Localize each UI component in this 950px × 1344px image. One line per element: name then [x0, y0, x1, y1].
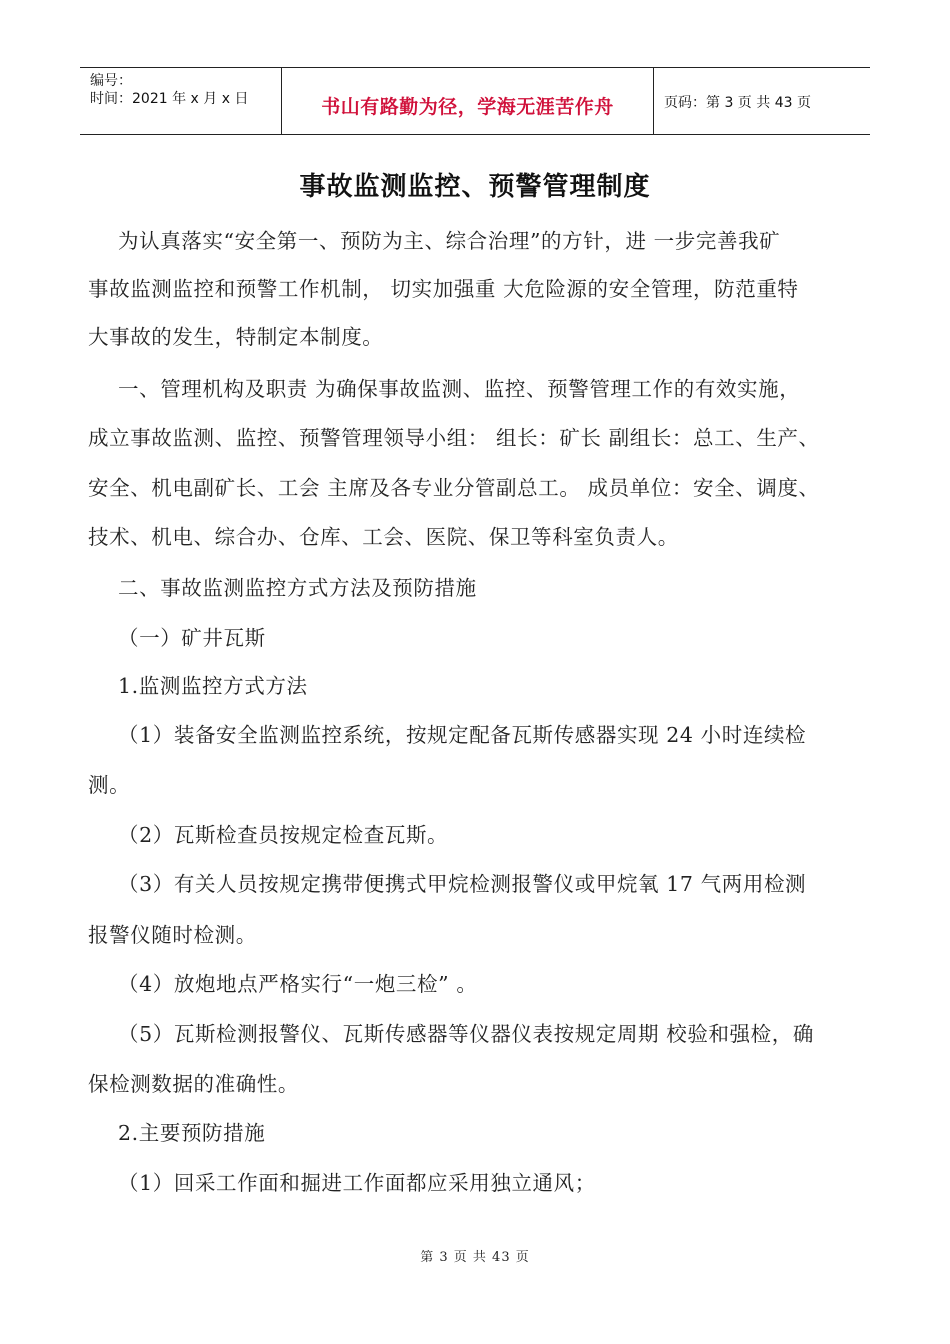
subsection-heading: （一）矿井瓦斯 [118, 626, 266, 650]
paragraph-line: 为认真落实“安全第一、预防为主、综合治理”的方针，进 一步完善我矿 [118, 229, 781, 253]
paragraph-line: 一、管理机构及职责 为确保事故监测、监控、预警管理工作的有效实施， [118, 377, 801, 401]
motto-text: 书山有路勤为径，学海无涯苦作舟 [321, 96, 614, 118]
page-footer: 第 3 页 共 43 页 [420, 1250, 530, 1265]
header-table [80, 67, 870, 135]
header-info-cell [80, 68, 282, 134]
paragraph-line: 技术、机电、综合办、仓库、工会、医院、保卫等科室负责人。 [88, 525, 679, 549]
list-item: （2）瓦斯检查员按规定检查瓦斯。 [118, 823, 449, 847]
list-item-continuation: 保检测数据的准确性。 [88, 1072, 299, 1096]
number-label: 编号： [90, 73, 132, 89]
list-item-continuation: 测。 [88, 773, 131, 797]
paragraph-line: 事故监测监控和预警工作机制， 切实加强重 大危险源的安全管理，防范重特 [88, 277, 799, 301]
paragraph-line: 安全、机电副矿长、工会 主席及各专业分管副总工。 成员单位：安全、调度、 [88, 476, 820, 500]
section-heading: 二、事故监测监控方式方法及预防措施 [118, 576, 477, 600]
document-title: 事故监测监控、预警管理制度 [299, 172, 651, 202]
page-label: 页码：第 3 页 共 43 页 [664, 95, 811, 111]
subsection-heading: 2.主要预防措施 [118, 1121, 266, 1145]
subsection-heading: 1.监测监控方式方法 [118, 674, 308, 698]
paragraph-line: 成立事故监测、监控、预警管理领导小组： 组长：矿长 副组长：总工、生产、 [88, 426, 820, 450]
list-item: （4）放炮地点严格实行“一炮三检” 。 [118, 972, 478, 996]
header-page-cell [654, 68, 870, 134]
header-motto-cell [282, 68, 654, 134]
list-item: （1）装备安全监测监控系统，按规定配备瓦斯传感器实现 24 小时连续检 [118, 723, 807, 747]
list-item: （5）瓦斯检测报警仪、瓦斯传感器等仪器仪表按规定周期 校验和强检，确 [118, 1022, 814, 1046]
list-item: （1）回采工作面和掘进工作面都应采用独立通风； [118, 1171, 596, 1195]
paragraph-line: 大事故的发生，特制定本制度。 [88, 325, 384, 349]
date-label: 时间：2021 年 x 月 x 日 [90, 91, 249, 107]
list-item-continuation: 报警仪随时检测。 [88, 923, 257, 947]
list-item: （3）有关人员按规定携带便携式甲烷检测报警仪或甲烷氧 17 气两用检测 [118, 872, 807, 896]
